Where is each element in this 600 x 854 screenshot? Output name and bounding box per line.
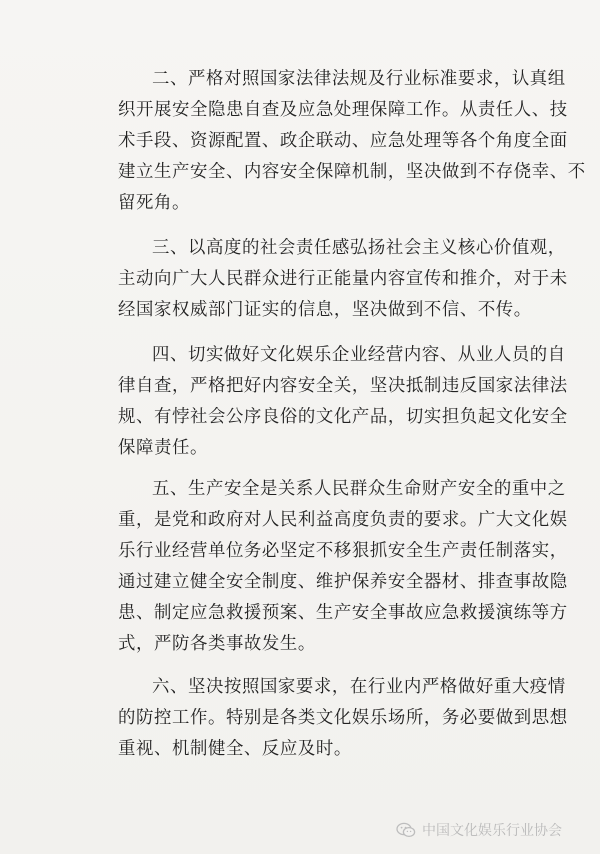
paragraph-line: 规、有悖社会公序良俗的文化产品，切实担负起文化安全: [118, 407, 568, 427]
paragraph-line: 经国家权威部门证实的信息，坚决做到不信、不传。: [118, 300, 532, 320]
wechat-watermark: [396, 820, 562, 840]
paragraph-5: [118, 474, 568, 660]
paragraph-line: 律自查，严格把好内容安全关，坚决抵制违反国家法律法: [118, 376, 568, 396]
paragraph-line: 四、切实做好文化娱乐企业经营内容、从业人员的自: [152, 345, 566, 365]
paragraph-line: 六、坚决按照国家要求，在行业内严格做好重大疫情: [152, 677, 566, 697]
paragraph-line: 重，是党和政府对人民利益高度负责的要求。广大文化娱: [118, 510, 568, 530]
paragraph-line: 二、严格对照国家法律法规及行业标准要求，认真组: [152, 69, 566, 89]
paragraph-line: 重视、机制健全、反应及时。: [118, 739, 352, 759]
paragraph-2: [118, 64, 586, 219]
paragraph-4: [118, 340, 568, 464]
paragraph-line: 患、制定应急救援预案、生产安全事故应急救援演练等方: [118, 603, 568, 623]
paragraph-6: [118, 672, 568, 765]
paragraph-line: 术手段、资源配置、政企联动、应急处理等各个角度全面: [118, 131, 568, 151]
paragraph-line: 乐行业经营单位务必坚定不移狠抓安全生产责任制落实，: [118, 541, 568, 561]
wechat-icon: [396, 822, 416, 838]
paragraph-line: 五、生产安全是关系人民群众生命财产安全的重中之: [152, 479, 566, 499]
paragraph-3: [118, 233, 568, 326]
paragraph-line: 留死角。: [118, 193, 190, 213]
paragraph-line: 保障责任。: [118, 438, 208, 458]
paragraph-line: 建立生产安全、内容安全保障机制，坚决做到不存侥幸、不: [118, 162, 586, 182]
paragraph-line: 三、以高度的社会责任感弘扬社会主义核心价值观，: [152, 238, 566, 258]
paragraph-line: 主动向广大人民群众进行正能量内容宣传和推介，对于未: [118, 269, 568, 289]
paragraph-line: 织开展安全隐患自查及应急处理保障工作。从责任人、技: [118, 100, 568, 120]
watermark-text: 中国文化娱乐行业协会: [422, 823, 562, 839]
paragraph-line: 通过建立健全安全制度、维护保养安全器材、排查事故隐: [118, 572, 568, 592]
paragraph-line: 式，严防各类事故发生。: [118, 634, 316, 654]
paragraph-line: 的防控工作。特别是各类文化娱乐场所，务必要做到思想: [118, 708, 568, 728]
